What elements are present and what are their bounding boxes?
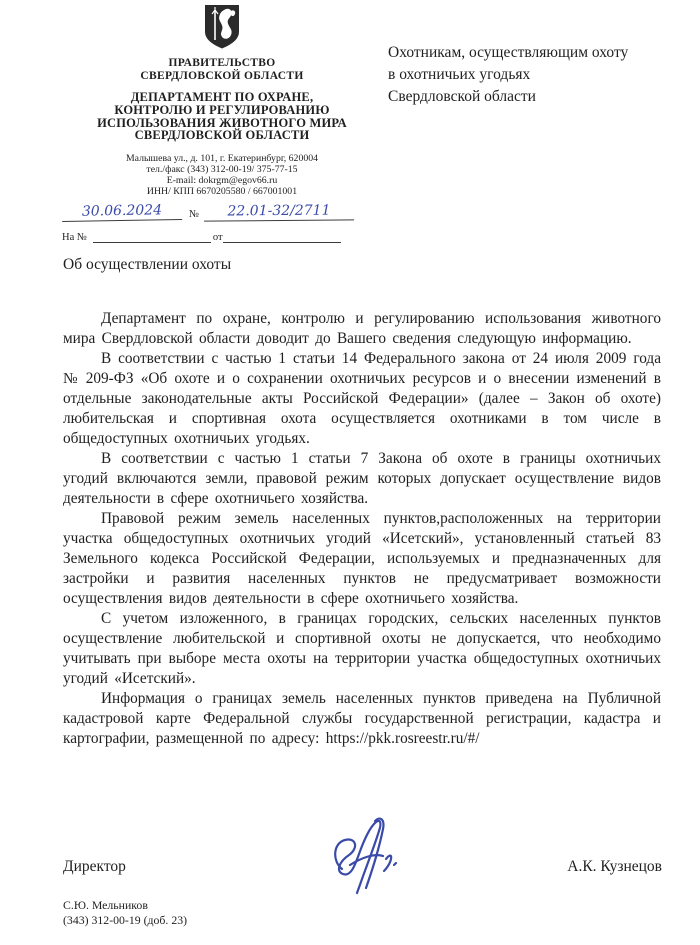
department-name-line: ИСПОЛЬЗОВАНИЯ ЖИВОТНОГО МИРА xyxy=(97,115,347,130)
subject-line: Об осуществлении охоты xyxy=(63,256,232,273)
signer-name: А.К. Кузнецов xyxy=(567,858,662,875)
executor-name: С.Ю. Мельников xyxy=(63,898,148,912)
department-name-line: КОНТРОЛЮ И РЕГУЛИРОВАНИЮ xyxy=(114,102,330,117)
paragraph: С учетом изложенного, в границах городских, сельских населенных пунктов осуществление любительской и спортивной охоты не допускается, что необходимо учитывать при выборе места охоты на территории участка общедоступных охотничьих угодий «Исетский». xyxy=(63,610,661,687)
outgoing-number-field: 22.01-32/2711 xyxy=(204,203,354,222)
outgoing-date-field: 30.06.2024 xyxy=(62,202,182,222)
executor-footer xyxy=(63,898,187,928)
org-address: Малышева ул., д. 101, г. Екатеринбург, 620004 xyxy=(125,153,319,165)
addressee-line: Охотникам, осуществляющим охоту xyxy=(388,44,629,61)
addressee-block xyxy=(388,42,678,108)
paragraph: В соответствии с частью 1 статьи 14 Федерального закона от 24 июля 2009 года № 209-ФЗ «Об охоте и о сохранении охотничьих ресурсов и о внесении изменений в отдельные законодательные акты Российской Федерации» (далее – Закон об охоте) любительская и спортивная охота осуществляется охотниками в том числе в общедоступных охотничьих угодьях. xyxy=(63,350,661,447)
addressee-line: Свердловской области xyxy=(388,88,536,105)
department-name xyxy=(62,91,382,142)
org-email: E-mail: dokrgm@egov66.ru xyxy=(166,175,278,187)
paragraph: В соответствии с частью 1 статьи 7 Закона об охоте в границы охотничьих угодий включаются земли, правовой режим которых допускает осуществление видов деятельности в сфере охотничьего хозяйства. xyxy=(63,450,661,507)
ref-number-label: На № xyxy=(62,232,87,244)
ref-from-label: от xyxy=(212,232,223,244)
outgoing-date-number-row xyxy=(62,199,382,221)
coat-of-arms-icon xyxy=(62,4,382,52)
org-inn-kpp: ИНН/ КПП 6670205580 / 667001001 xyxy=(146,186,298,198)
signature-autograph-icon xyxy=(320,813,408,901)
letter-body xyxy=(63,309,661,749)
government-name-line: ПРАВИТЕЛЬСТВО xyxy=(168,57,276,69)
paragraph: Информация о границах земель населенных пунктов приведена на Публичной кадастровой карте Федеральной службы государственной регистрации, кадастра и картографии, размещенной по адресу: https://pkk.rosreestr.ru/#/ xyxy=(63,690,661,747)
number-sign-label: № xyxy=(189,209,200,221)
executor-phone: (343) 312-00-19 (доб. 23) xyxy=(63,913,188,927)
paragraph: Правовой режим земель населенных пунктов,расположенных на территории участка общедоступных охотничьих угодий «Исетский», установленный статьей 83 Земельного кодекса Российской Федерации, используемых и предназначенных для застройки и развития населенных пунктов не предусматривает возможности осуществления видов деятельности в сфере охотничьего хозяйства. xyxy=(63,510,661,607)
org-contacts xyxy=(62,153,382,197)
ref-date-blank-field xyxy=(223,242,341,243)
addressee-line: в охотничьих угодьях xyxy=(388,66,531,83)
department-name-line: ДЕПАРТАМЕНТ ПО ОХРАНЕ, xyxy=(130,90,314,104)
ref-number-blank-field xyxy=(93,242,211,243)
signer-position-title: Директор xyxy=(63,858,126,875)
department-name-line: СВЕРДЛОВСКОЙ ОБЛАСТИ xyxy=(134,128,310,143)
letterhead xyxy=(62,4,382,243)
government-name xyxy=(62,57,382,83)
paragraph: Департамент по охране, контролю и регулированию использования животного мира Свердловской области доводит до Вашего сведения следующую информацию. xyxy=(63,310,661,347)
incoming-ref-row xyxy=(62,228,382,243)
org-phone: тел./факс (343) 312-00-19/ 375-77-15 xyxy=(146,164,298,176)
government-name-line: СВЕРДЛОВСКОЙ ОБЛАСТИ xyxy=(140,70,304,82)
